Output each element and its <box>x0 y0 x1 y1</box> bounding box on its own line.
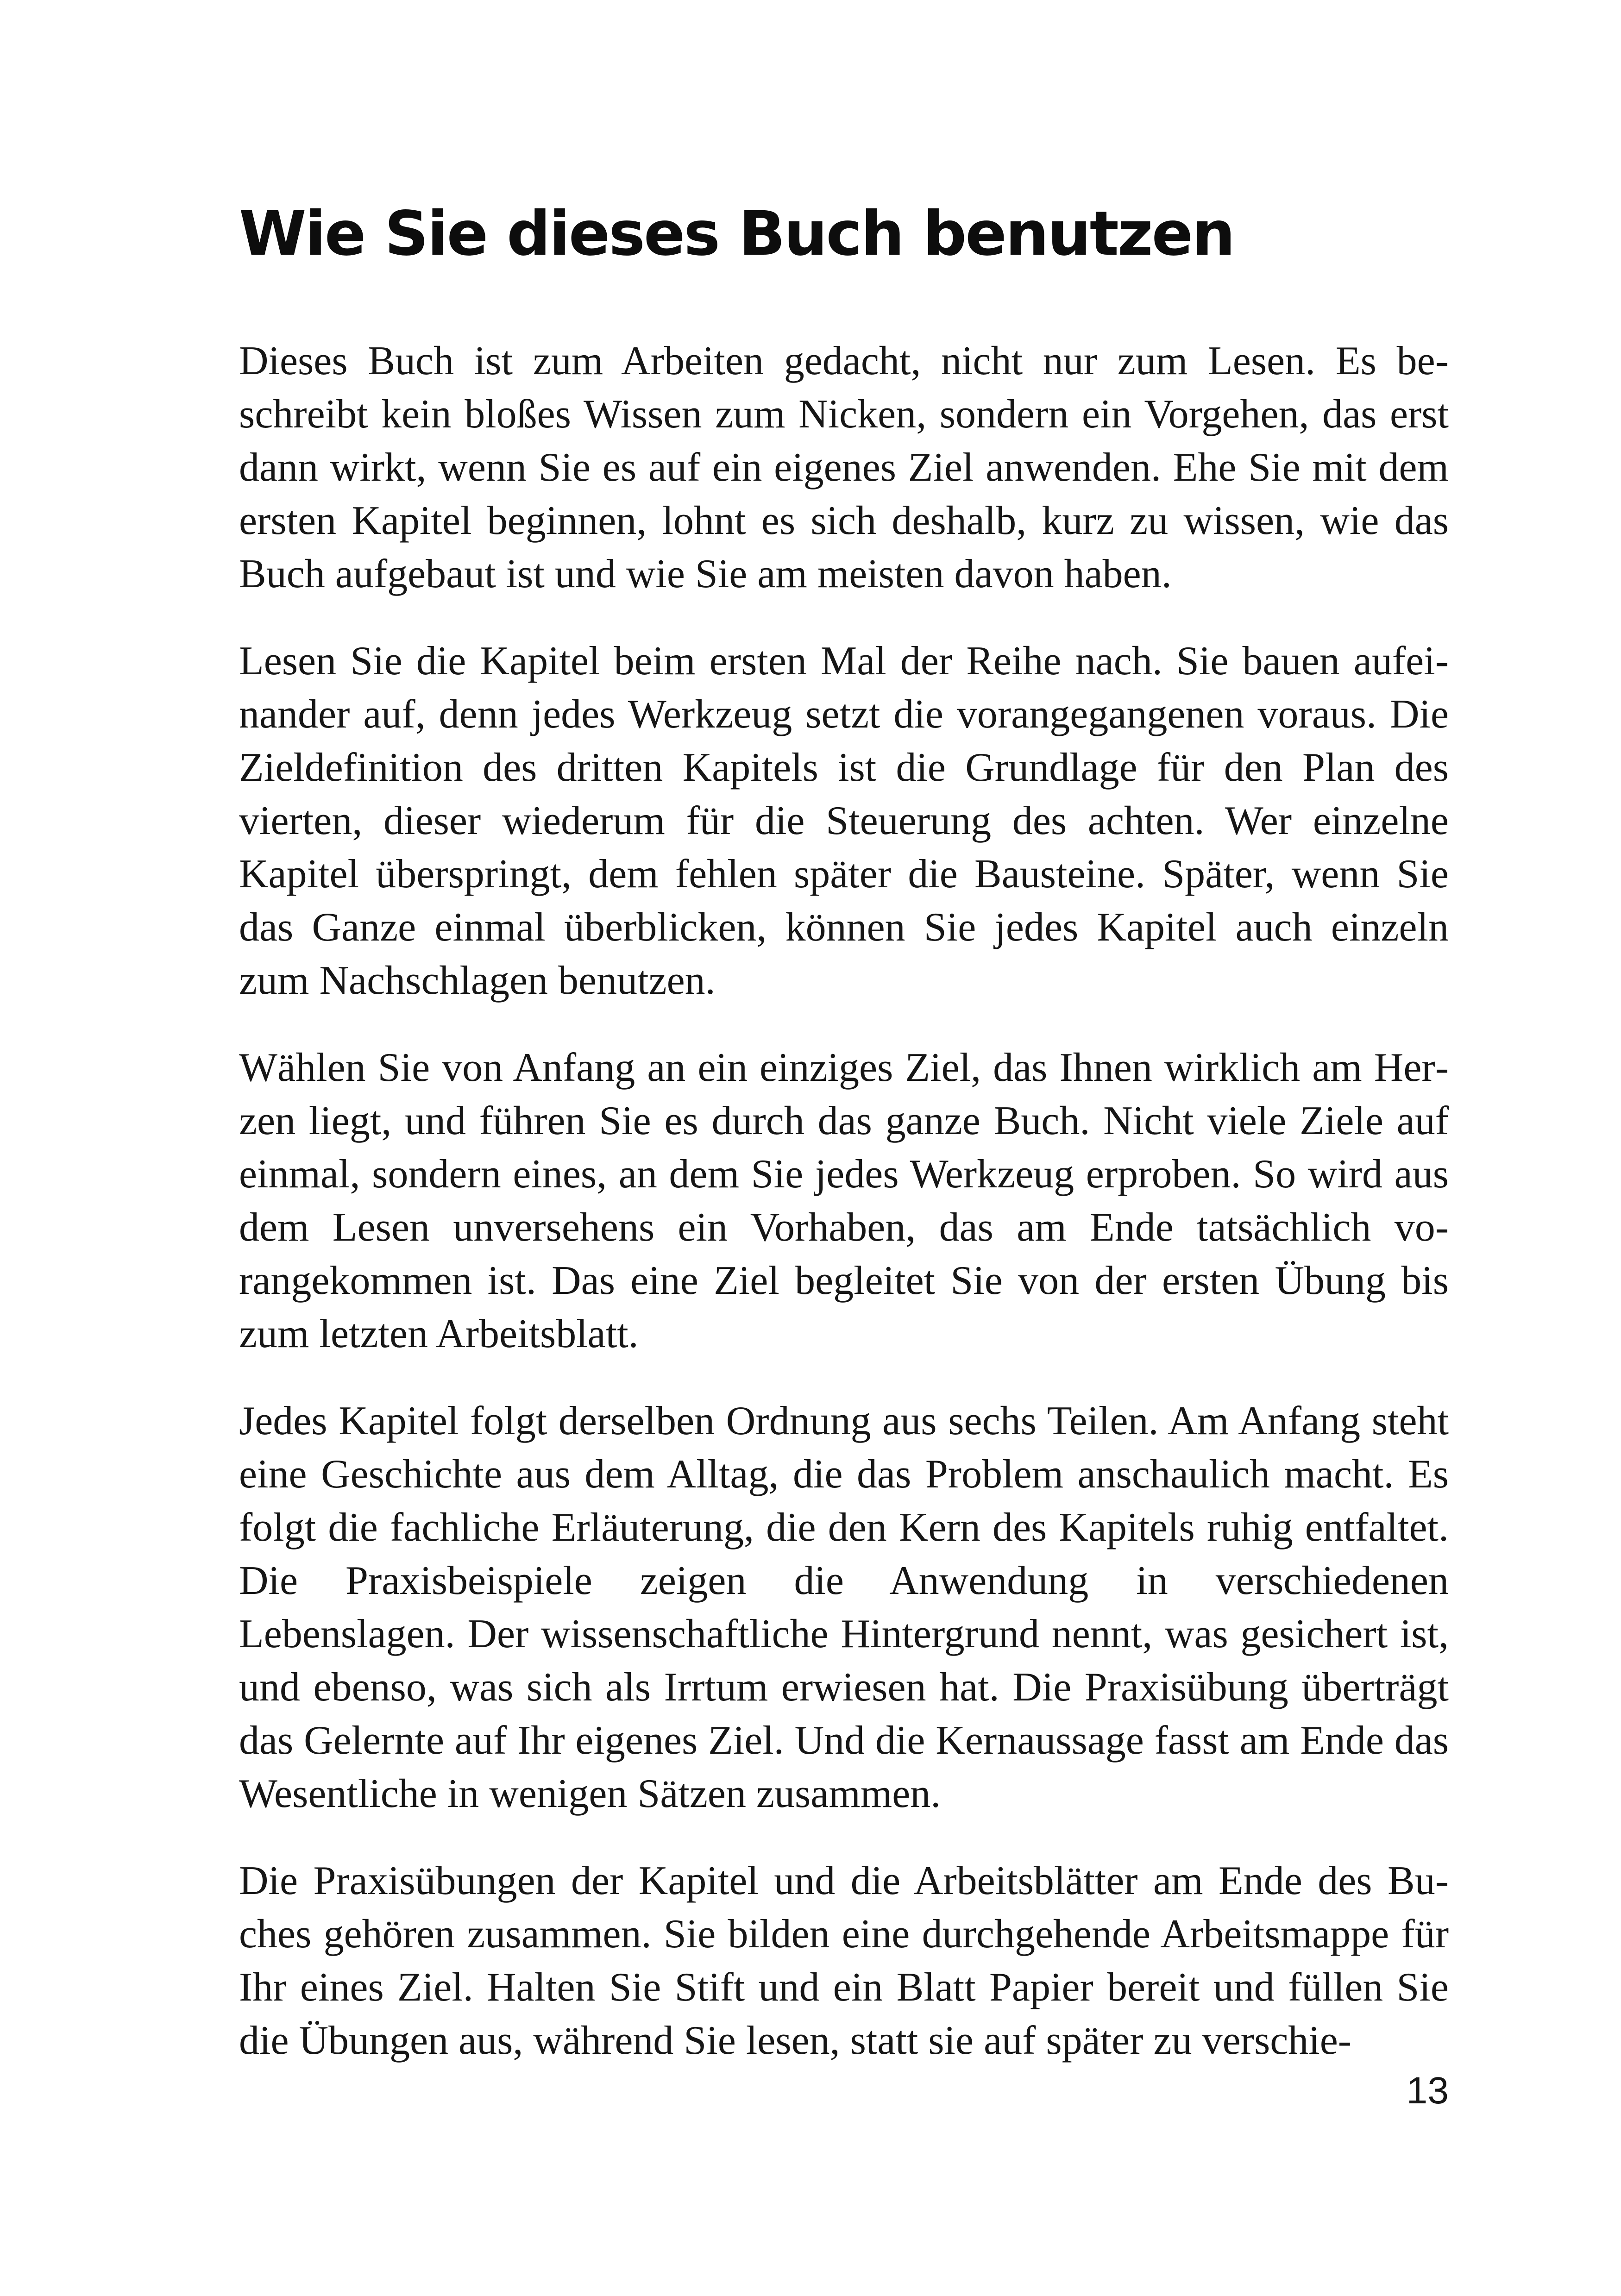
paragraph: Jedes Kapitel folgt derselben Ordnung aus sechs Teilen. Am Anfang steht eine Geschichte aus dem Alltag, die das Problem anschaulich macht. Es folgt die fachliche Erläuterung, die den Kern des Kapitels ruhig entfaltet. Die Praxisbeispiele zeigen die Anwendung in verschiedenen Lebenslagen. Der wissenschaftliche Hintergrund nennt, was gesichert ist, und ebenso, was sich als Irrtum erwiesen hat. Die Praxisübung überträgt das Gelernte auf Ihr eigenes Ziel. Und die Kernaussage fasst am Ende das Wesentliche in wenigen Sätzen zusammen. <box>239 1399 1449 1816</box>
paragraph: Wählen Sie von Anfang an ein einziges Ziel, das Ihnen wirklich am Herzen liegt, und führen Sie es durch das ganze Buch. Nicht viele Ziele auf einmal, sondern eines, an dem Sie jedes Werkzeug erproben. So wird aus dem Lesen unversehens ein Vorhaben, das am Ende tatsächlich vorangekommen ist. Das eine Ziel begleitet Sie von der ersten Übung bis zum letzten Arbeitsblatt. <box>239 1045 1449 1356</box>
page-number: 13 <box>1406 2070 1449 2112</box>
body-text <box>239 334 1449 2067</box>
chapter-heading: Wie Sie dieses Buch benutzen <box>239 198 1234 270</box>
paragraph: Lesen Sie die Kapitel beim ersten Mal der Reihe nach. Sie bauen aufeinander auf, denn jedes Werkzeug setzt die vorangegangenen voraus. Die Zieldefinition des dritten Kapitels ist die Grundlage für den Plan des vierten, dieser wiederum für die Steuerung des achten. Wer einzelne Kapitel überspringt, dem fehlen später die Bausteine. Später, wenn Sie das Ganze einmal überblicken, können Sie jedes Kapitel auch einzeln zum Nachschlagen benutzen. <box>239 639 1449 1003</box>
paragraph: Die Praxisübungen der Kapitel und die Arbeitsblätter am Ende des Buches gehören zusammen. Sie bilden eine durchgehende Arbeitsmappe für Ihr eines Ziel. Halten Sie Stift und ein Blatt Papier bereit und füllen Sie die Übungen aus, während Sie lesen, statt sie auf später zu verschie- <box>239 1858 1449 2063</box>
paragraph: Dieses Buch ist zum Arbeiten gedacht, nicht nur zum Lesen. Es beschreibt kein bloßes Wissen zum Nicken, sondern ein Vorgehen, das erst dann wirkt, wenn Sie es auf ein eigenes Ziel anwenden. Ehe Sie mit dem ersten Kapitel beginnen, lohnt es sich deshalb, kurz zu wissen, wie das Buch aufgebaut ist und wie Sie am meisten davon haben. <box>239 339 1449 596</box>
